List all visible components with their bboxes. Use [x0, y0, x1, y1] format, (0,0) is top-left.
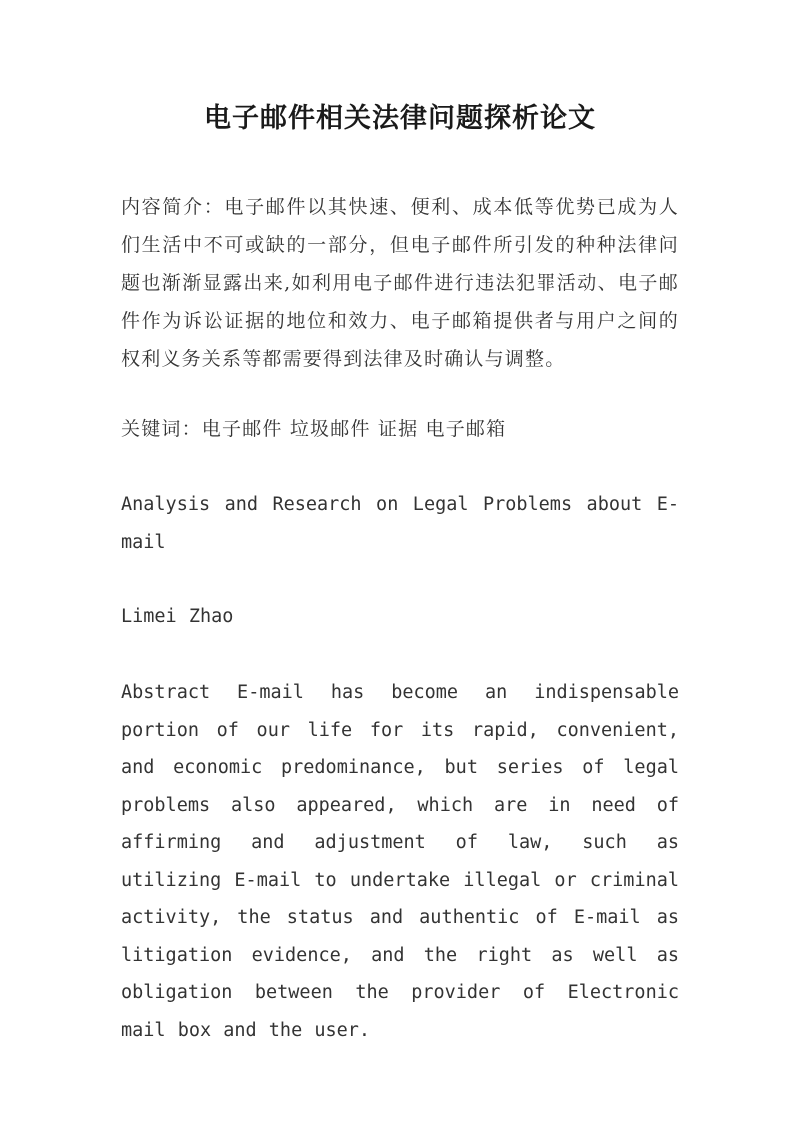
document-title: 电子邮件相关法律问题探析论文 [204, 103, 596, 134]
summary-paragraph: 内容简介：电子邮件以其快速、便利、成本低等优势已成为人们生活中不可或缺的一部分，但电子邮件所引发的种种法律问题也渐渐显露出来,如利用电子邮件进行违法犯罪活动、电子邮件作为诉讼证据的地位和效力、电子邮箱提供者与用户之间的权利义务关系等都需要得到法律及时确认与调整。 [121, 196, 679, 370]
abstract-paragraph: Abstract E-mail has become an indispensable portion of our life for its rapid, convenient, and economic predominance, but series of legal problems also appeared, which are in need of affirming and adjustment of law, such as utilizing E-mail to undertake illegal or criminal activity, the status and authentic of E-mail as litigation evidence, and the right as well as obligation between the provider of Electronic mail box and the user. [121, 682, 679, 1041]
author-name: Limei Zhao [121, 606, 234, 627]
keywords-line: 关键词：电子邮件 垃圾邮件 证据 电子邮箱 [121, 418, 507, 440]
english-title: Analysis and Research on Legal Problems about E-mail [121, 494, 679, 553]
